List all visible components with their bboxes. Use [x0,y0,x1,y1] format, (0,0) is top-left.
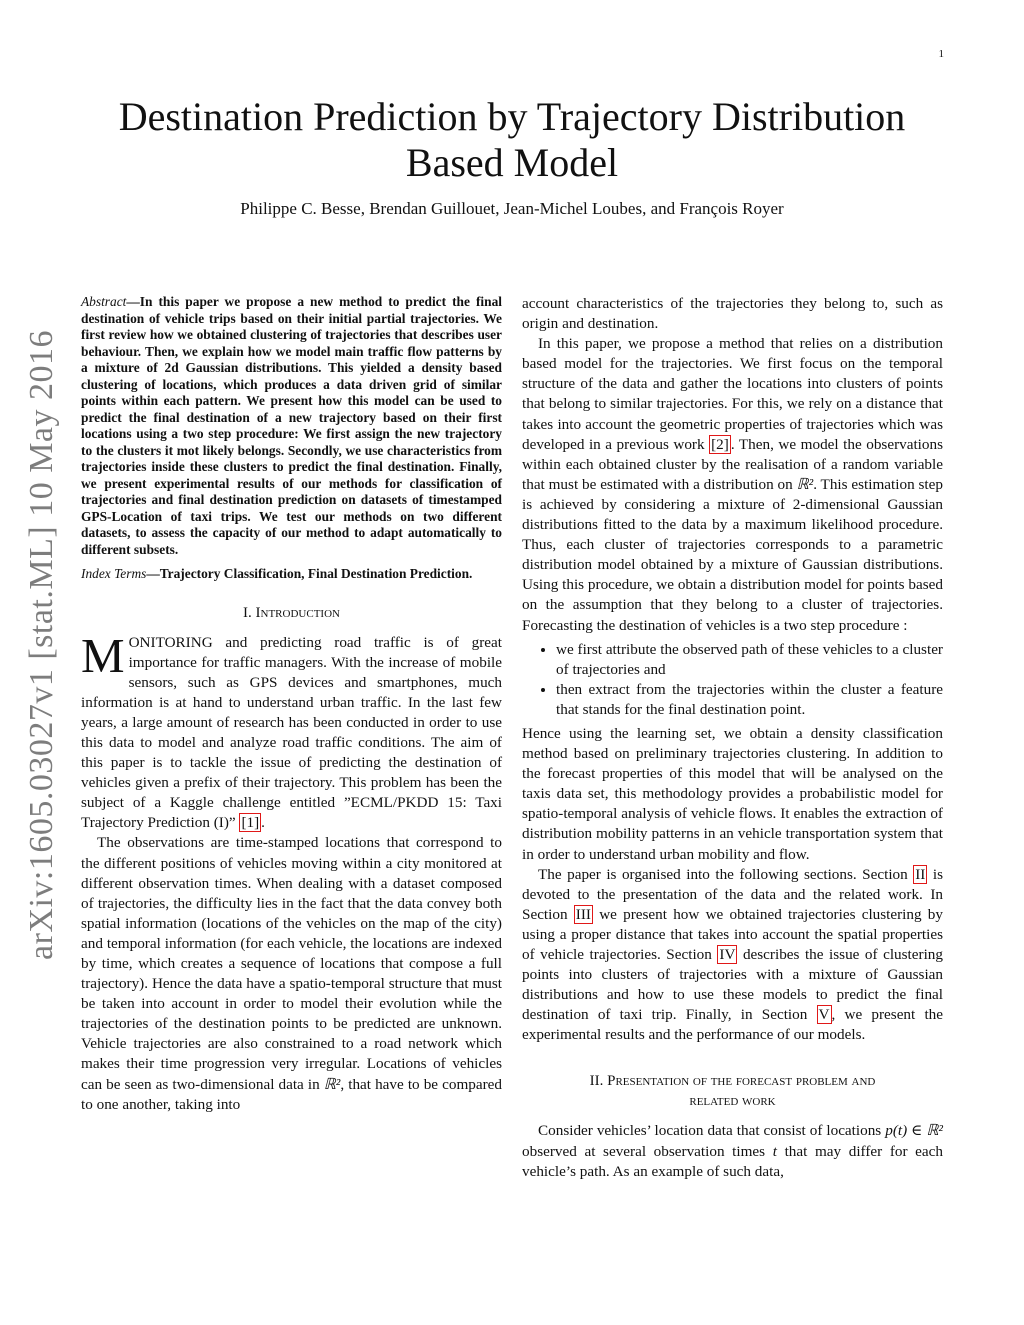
abstract [81,294,502,558]
intro-paragraph-1 [81,627,502,834]
abstract-dash: — [126,294,140,309]
arxiv-identifier[interactable] [22,330,62,960]
intro-p3-text-c: . This estimation step is achieved by considering a mixture of 2-dimensional Gaussian distributions fitted to the data by a maximum likelihood procedure. Thus, each cluster of trajectories corresponds to a parametric distribution model obtained by a mixture of Gaussian distributions. Using this procedure, we obtain a distribution model for points based on the assumption that they belong to a cluster of trajectories. Forecasting the destination of vehicles is a two step procedure : [522,475,943,634]
left-column [81,294,502,1115]
intro-p3-text-b: . Then, we model the observations within each obtained cluster by the realisation of a random variable that must be estimated with a distribution on [522,435,943,493]
intro-p5-text-a: The paper is organised into the following sections. Section [538,865,914,883]
index-terms-label: Index Terms [81,566,147,581]
section-link-4[interactable]: IV [719,946,736,963]
index-terms-text: Trajectory Classification, Final Destination Prediction. [159,566,473,581]
abstract-text: In this paper we propose a new method to predict the final destination of vehicle trips based on their initial partial trajectories. We first review how we obtained clustering of trajectories that describes user behaviour. Then, we explain how we model main traffic flow patterns by a mixture of 2d Gaussian distributions. This yielded a density based clustering of locations, which produces a data driven grid of similar points within each pattern. We present how this model can be used to predict the final destination of a new trajectory based on their first locations using a two step procedure: We first assign the new trajectory to the clusters it mot likely belongs. Secondly, we use characteristics from trajectories inside these clusters to predict the final destination. Finally, we present experimental results of our methods for classification of trajectories and final destination prediction on datasets of timestamped GPS-Location of taxi trips. We test our methods on two different datasets, to assess the capacity of our method to adapt automatically to different subsets. [81,294,502,557]
intro-p2-text-a: The observations are time-stamped locations that correspond to the different positions of vehicles moving within a city monitored at different observation times. When dealing with a dataset composed of trajectories, the difficulty lies in the fact that the data convey both spatial information (locations of the vehicles on the map of the city) and temporal information (for each vehicle, the locations are indexed by time, which creates a sequence of locations that compose a full trajectory). Hence the data have a spatio-temporal structure that must be taken into account in order to model their evolution while the trajectories of the destination points to be predicted are unknown. Vehicle trajectories are also constrained to a road network which makes their time progression very irregular. Locations of vehicles can be seen as two-dimensional data in [81,834,502,1093]
intro-p2-text-b: , that have to be compared to one another, taking into [81,1075,503,1113]
intro-p5-text-d: describes the issue of clustering points into clusters of trajectories with a mixture of Gaussian distributions and how to use these models to predict the final destination of taxi trip. Finally, in Section [522,946,943,1024]
intro-p5-text-c: we present how we obtained trajectories clustering by using a proper distance that takes into account the spatial properties of vehicle trajectories. Section [522,905,943,963]
intro-paragraph-4: Hence using the learning set, we obtain a density classification method based on preliminary trajectories clustering. In addition to the forecast properties of this model that will be analysed on the taxis data set, this methodology provides a probabilistic model for spatio-temporal analysis of vehicle flows. It enables the extraction of distribution mobility patterns in an vehicle transportation system that in order to understand urban mobility and flow. [522,724,943,863]
procedure-step-1: • we first attribute the observed path of these vehicles to a cluster of trajectories and [556,640,943,680]
procedure-step-2: • then extract from the trajectories within the cluster a feature that stands for the final destination point. [556,680,943,720]
right-column [522,294,943,1182]
page-number: 1 [938,48,944,60]
intro-paragraph-3 [522,334,943,635]
math-t: t [772,1142,777,1160]
procedure-list [522,640,943,720]
index-terms [81,566,502,583]
intro-p3-text-a: In this paper, we propose a method that relies on a distribution based model for the trajectories. We first focus on the temporal structure of the data and gather the locations into clusters of points that belong to similar trajectories. For this, we rely on a distance that takes into account the geometric properties of trajectories which was developed in a previous work [522,335,943,453]
section-heading-presentation [522,1071,943,1111]
citation-link-2[interactable]: [2] [711,435,729,453]
arxiv-identifier-text: arXiv:1605.03027v1 [stat.ML] 10 May 2016 [23,329,60,961]
citation-link-1[interactable]: [1] [241,814,260,832]
section2-heading-line2: related work [689,1093,776,1110]
section2-p1-text-c: that may differ for each vehicle’s path. As an example of such data, [522,1142,943,1180]
author-list: Philippe C. Besse, Brendan Guillouet, Jean-Michel Loubes, and François Royer [240,199,784,218]
section2-p1-text-a: Consider vehicles’ location data that consist of locations [538,1122,886,1140]
intro-p1-end: . [261,814,265,832]
math-r2-2: ℝ² [796,475,814,493]
intro-paragraph-5 [522,865,943,1046]
section-link-2[interactable]: II [915,865,926,883]
section2-p1-text-b: observed at several observation times [522,1142,773,1160]
paper-title: Destination Prediction by Trajectory Distribution Based Model [118,94,906,185]
intro-p1-text: ONITORING and predicting road traffic is of great importance for traffic managers. With the increase of mobile sensors, such as GPS devices and smartphones, much information is at hand to understand urban traffic. In the last few years, a large amount of research has been conducted in order to use this data to model and analyze road traffic conditions. The aim of this paper is to tackle the issue of predicting the destination of vehicles given a prefix of their trajectory. This problem has been the subject of a Kaggle challenge entitled ”ECML/PKDD 15: Taxi Trajectory Prediction (I)” [81,633,502,832]
drop-cap: M [81,627,125,683]
math-pt: p(t) ∈ ℝ² [885,1122,943,1140]
index-terms-dash: — [146,566,160,581]
section-link-5[interactable]: V [818,1006,830,1024]
section-link-3[interactable]: III [575,905,591,923]
section2-paragraph-1 [522,1121,943,1181]
intro-paragraph-2 [81,833,502,1114]
intro-p5-text-b: is devoted to the presentation of the data and the related work. In Section [522,865,943,923]
continued-paragraph: account characteristics of the trajectories they belong to, such as origin and destination. [522,295,943,333]
section2-heading-line1: II. Presentation of the forecast problem and [589,1073,876,1090]
section-heading-introduction: I. Introduction [243,604,340,621]
math-r2: ℝ² [323,1075,341,1093]
intro-p5-text-e: , we present the experimental results and the performance of our models. [522,1006,943,1044]
abstract-label: Abstract [81,294,127,309]
